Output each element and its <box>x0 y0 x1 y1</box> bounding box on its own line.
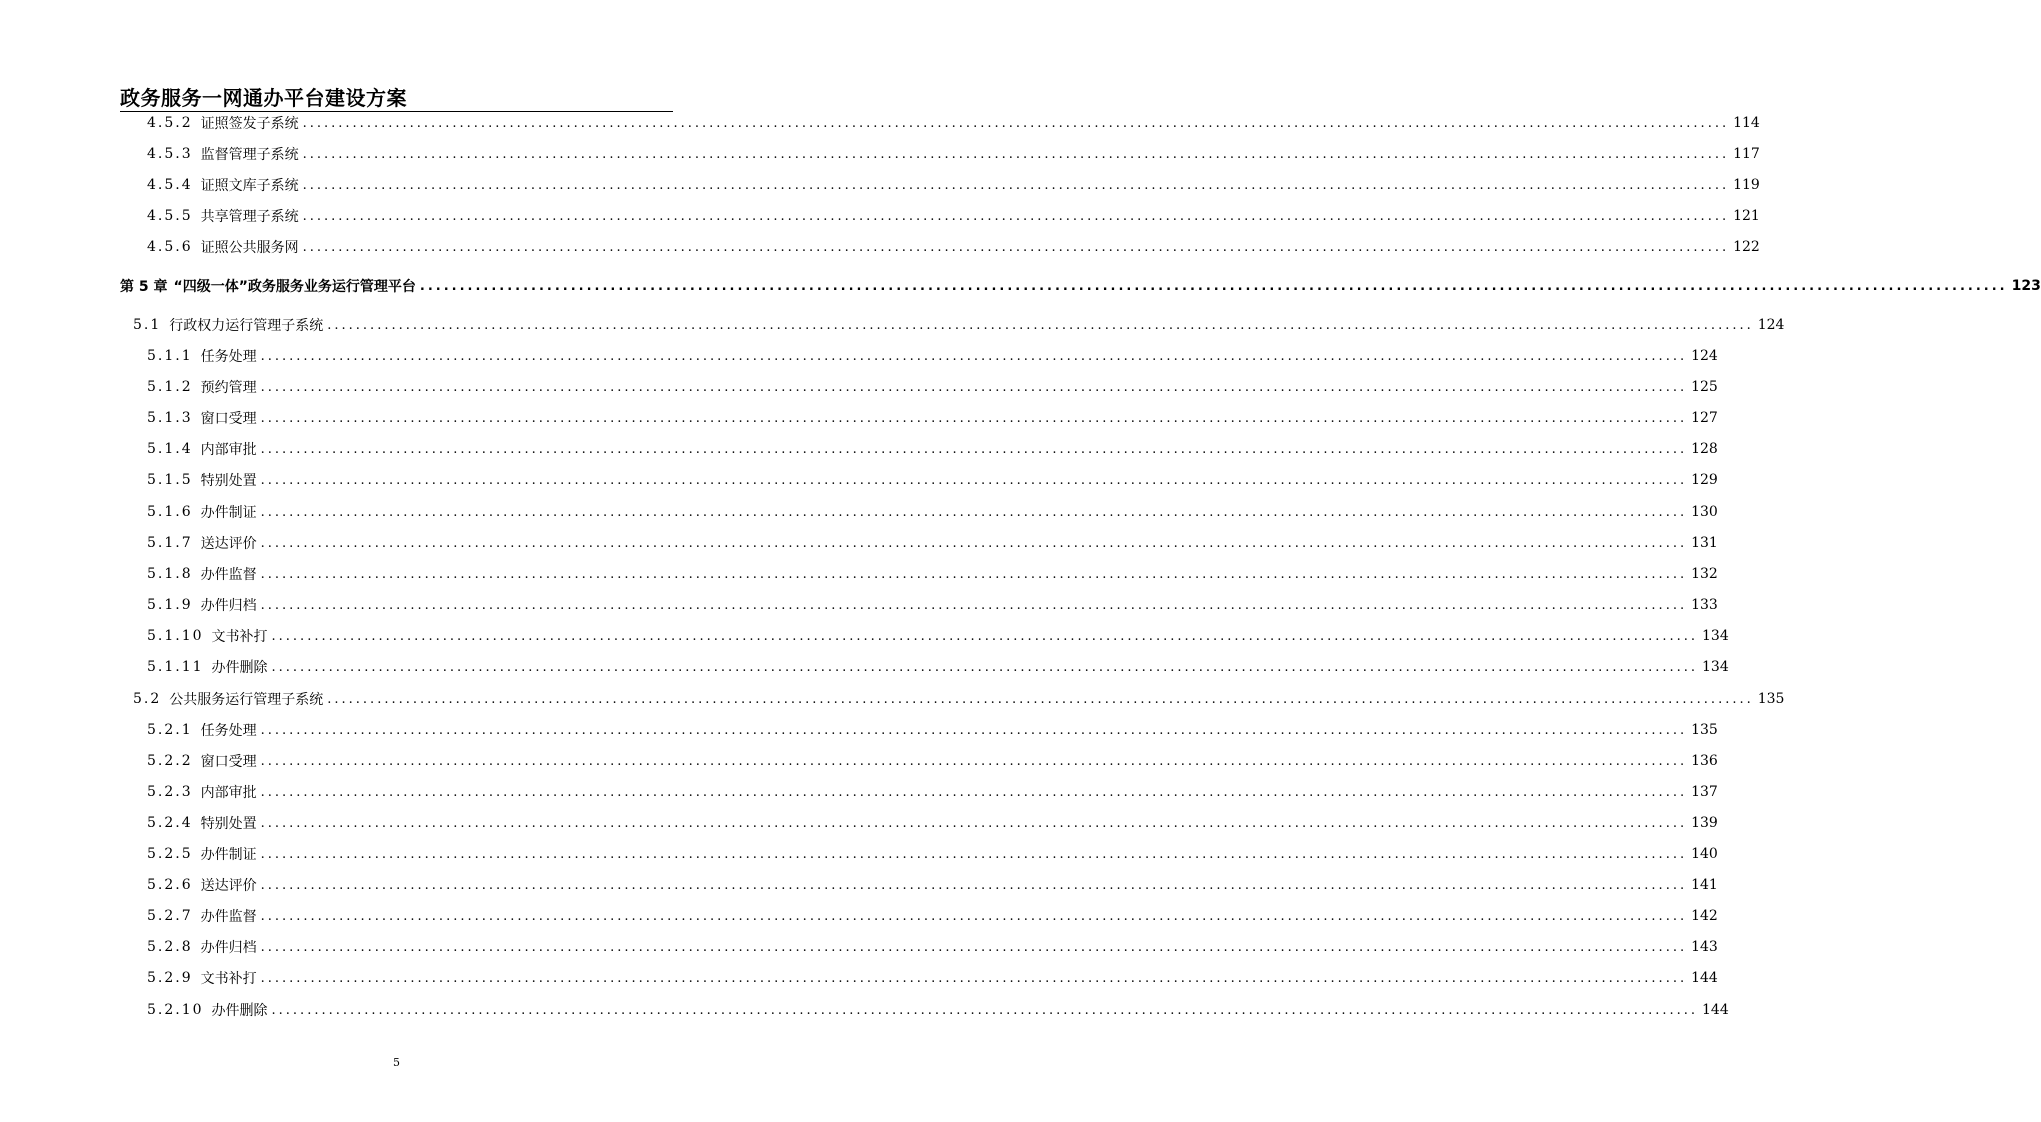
toc-entry-page: 136 <box>1691 753 1718 769</box>
toc-entry-title: 特别处置 <box>200 473 257 489</box>
toc-subsection-entry[interactable] <box>147 237 1760 257</box>
toc-dot-leader: ........................................................................................................................................................................................................ <box>302 177 1730 193</box>
toc-entry-page: 121 <box>1733 208 1760 224</box>
page-number: 5 <box>393 1056 400 1069</box>
toc-entry-number: 5.2 <box>133 691 162 707</box>
header-divider <box>120 111 673 112</box>
toc-entry-title: 办件删除 <box>211 660 268 676</box>
toc-entry-page: 134 <box>1702 659 1729 675</box>
toc-entry-number: 5.2.1 <box>147 722 193 738</box>
toc-dot-leader: ........................................................................................................................................................................................................ <box>260 846 1688 862</box>
toc-entry-page: 131 <box>1691 535 1718 551</box>
toc-dot-leader: ........................................................................................................................................................................................................ <box>327 317 1754 333</box>
toc-entry-number: 5.1.11 <box>147 659 204 675</box>
toc-entry-page: 142 <box>1691 908 1718 924</box>
toc-dot-leader: ........................................................................................................................................................................................................ <box>260 970 1688 986</box>
toc-entry-number: 5.2.6 <box>147 877 193 893</box>
toc-entry-page: 130 <box>1691 504 1718 520</box>
toc-subsection-entry[interactable] <box>147 657 1729 677</box>
toc-entry-title: 共享管理子系统 <box>200 209 299 225</box>
toc-entry-title: 内部审批 <box>200 442 257 458</box>
toc-entry-page: 129 <box>1691 472 1718 488</box>
toc-entry-page: 139 <box>1691 815 1718 831</box>
toc-entry-title: 监督管理子系统 <box>200 147 299 163</box>
toc-entry-title: “四级一体”政务服务业务运行管理平台 <box>173 279 416 295</box>
toc-entry-title: 预约管理 <box>200 380 257 396</box>
toc-entry-page: 124 <box>1757 317 1785 333</box>
toc-entry-number: 5.2.2 <box>147 753 193 769</box>
toc-entry-number: 5.2.10 <box>147 1002 204 1018</box>
toc-entry-number: 5.1.10 <box>147 628 204 644</box>
toc-entry-page: 132 <box>1691 566 1718 582</box>
toc-subsection-entry[interactable] <box>147 502 1718 522</box>
toc-entry-page: 144 <box>1702 1002 1729 1018</box>
toc-entry-title: 办件删除 <box>211 1003 268 1019</box>
toc-entry-page: 125 <box>1691 379 1718 395</box>
toc-dot-leader: ........................................................................................................................................................................................................ <box>302 208 1730 224</box>
toc-entry-title: 公共服务运行管理子系统 <box>169 692 324 708</box>
toc-dot-leader: ........................................................................................................................................................................................................ <box>260 348 1688 364</box>
toc-entry-number: 5.1.8 <box>147 566 193 582</box>
toc-entry-number: 5.2.9 <box>147 970 193 986</box>
toc-entry-page: 124 <box>1691 348 1718 364</box>
toc-subsection-entry[interactable] <box>147 377 1718 397</box>
toc-dot-leader: ........................................................................................................................................................................................................ <box>260 441 1688 457</box>
toc-entry-title: 窗口受理 <box>200 754 257 770</box>
toc-subsection-entry[interactable] <box>147 968 1718 988</box>
toc-subsection-entry[interactable] <box>147 844 1718 864</box>
toc-dot-leader: ........................................................................................................................................................................................................ <box>260 784 1688 800</box>
toc-dot-leader: ........................................................................................................................................................................................................ <box>302 146 1730 162</box>
toc-dot-leader: ........................................................................................................................................................................................................ <box>260 815 1688 831</box>
toc-subsection-entry[interactable] <box>147 782 1718 802</box>
toc-dot-leader: ........................................................................................................................................................................................................ <box>260 410 1688 426</box>
toc-entry-title: 送达评价 <box>200 878 257 894</box>
toc-dot-leader: ........................................................................................................................................................................................................ <box>271 1002 1698 1018</box>
toc-entry-page: 135 <box>1757 691 1785 707</box>
toc-section-entry[interactable] <box>133 315 1785 335</box>
toc-entry-title: 办件监督 <box>200 909 257 925</box>
toc-subsection-entry[interactable] <box>147 751 1718 771</box>
toc-entry-page: 137 <box>1691 784 1718 800</box>
toc-dot-leader: ........................................................................................................................................................................................................ <box>260 908 1688 924</box>
toc-entry-number: 4.5.5 <box>147 208 193 224</box>
toc-subsection-entry[interactable] <box>147 113 1760 133</box>
toc-entry-page: 127 <box>1691 410 1718 426</box>
toc-entry-number: 第 5 章 <box>120 279 168 295</box>
toc-dot-leader: ........................................................................................................................................................................................................ <box>302 115 1730 131</box>
toc-subsection-entry[interactable] <box>147 533 1718 553</box>
toc-entry-title: 办件制证 <box>200 505 257 521</box>
toc-subsection-entry[interactable] <box>147 439 1718 459</box>
toc-dot-leader: ........................................................................................................................................................................................................ <box>260 722 1688 738</box>
toc-subsection-entry[interactable] <box>147 906 1718 926</box>
toc-subsection-entry[interactable] <box>147 470 1718 490</box>
toc-subsection-entry[interactable] <box>147 144 1760 164</box>
toc-entry-number: 4.5.2 <box>147 115 193 131</box>
document-header-title: 政务服务一网通办平台建设方案 <box>120 86 407 110</box>
toc-dot-leader: ........................................................................................................................................................................................................ <box>302 239 1730 255</box>
toc-entry-title: 文书补打 <box>200 971 257 987</box>
toc-entry-number: 5.1.2 <box>147 379 193 395</box>
toc-dot-leader: ........................................................................................................................................................................................................ <box>260 877 1688 893</box>
toc-dot-leader: ........................................................................................................................................................................................................ <box>260 753 1688 769</box>
toc-entry-title: 任务处理 <box>200 349 257 365</box>
toc-subsection-entry[interactable] <box>147 346 1718 366</box>
toc-entry-number: 5.1.6 <box>147 504 193 520</box>
toc-dot-leader: ........................................................................................................................................................................................................ <box>260 379 1688 395</box>
toc-dot-leader: ........................................................................................................................................................................................................ <box>419 278 2008 294</box>
toc-subsection-entry[interactable] <box>147 175 1760 195</box>
toc-entry-number: 5.2.8 <box>147 939 193 955</box>
toc-subsection-entry[interactable] <box>147 937 1718 957</box>
toc-subsection-entry[interactable] <box>147 1000 1729 1020</box>
toc-dot-leader: ........................................................................................................................................................................................................ <box>271 659 1698 675</box>
toc-entry-number: 5.2.4 <box>147 815 193 831</box>
toc-entry-page: 143 <box>1691 939 1718 955</box>
toc-dot-leader: ........................................................................................................................................................................................................ <box>271 628 1698 644</box>
toc-entry-title: 窗口受理 <box>200 411 257 427</box>
toc-entry-page: 140 <box>1691 846 1718 862</box>
toc-entry-title: 办件归档 <box>200 940 257 956</box>
toc-entry-number: 5.1.3 <box>147 410 193 426</box>
toc-subsection-entry[interactable] <box>147 564 1718 584</box>
toc-entry-number: 5.1 <box>133 317 162 333</box>
toc-subsection-entry[interactable] <box>147 875 1718 895</box>
toc-entry-page: 122 <box>1733 239 1760 255</box>
toc-entry-page: 135 <box>1691 722 1718 738</box>
toc-entry-title: 送达评价 <box>200 536 257 552</box>
toc-dot-leader: ........................................................................................................................................................................................................ <box>260 566 1688 582</box>
toc-section-entry[interactable] <box>133 689 1785 709</box>
toc-entry-page: 123 <box>2011 278 2041 294</box>
toc-entry-number: 5.1.4 <box>147 441 193 457</box>
toc-entry-page: 144 <box>1691 970 1718 986</box>
toc-entry-page: 134 <box>1702 628 1729 644</box>
toc-entry-title: 办件归档 <box>200 598 257 614</box>
toc-subsection-entry[interactable] <box>147 813 1718 833</box>
toc-entry-title: 证照文库子系统 <box>200 178 299 194</box>
toc-dot-leader: ........................................................................................................................................................................................................ <box>260 472 1688 488</box>
toc-entry-number: 5.1.5 <box>147 472 193 488</box>
toc-dot-leader: ........................................................................................................................................................................................................ <box>260 597 1688 613</box>
toc-chapter-entry[interactable] <box>120 276 2041 296</box>
toc-dot-leader: ........................................................................................................................................................................................................ <box>327 691 1754 707</box>
toc-entry-number: 5.2.5 <box>147 846 193 862</box>
toc-entry-title: 证照公共服务网 <box>200 240 299 256</box>
toc-entry-number: 5.2.3 <box>147 784 193 800</box>
toc-subsection-entry[interactable] <box>147 626 1729 646</box>
toc-entry-number: 4.5.4 <box>147 177 193 193</box>
toc-entry-number: 5.1.9 <box>147 597 193 613</box>
toc-entry-title: 行政权力运行管理子系统 <box>169 318 324 334</box>
toc-subsection-entry[interactable] <box>147 720 1718 740</box>
toc-entry-title: 文书补打 <box>211 629 268 645</box>
toc-entry-title: 任务处理 <box>200 723 257 739</box>
toc-entry-title: 办件制证 <box>200 847 257 863</box>
toc-dot-leader: ........................................................................................................................................................................................................ <box>260 535 1688 551</box>
toc-entry-page: 117 <box>1733 146 1760 162</box>
toc-entry-title: 办件监督 <box>200 567 257 583</box>
toc-entry-page: 114 <box>1733 115 1760 131</box>
toc-entry-page: 119 <box>1733 177 1760 193</box>
toc-dot-leader: ........................................................................................................................................................................................................ <box>260 504 1688 520</box>
toc-entry-number: 5.1.1 <box>147 348 193 364</box>
toc-entry-page: 128 <box>1691 441 1718 457</box>
toc-entry-page: 141 <box>1691 877 1718 893</box>
toc-entry-number: 4.5.3 <box>147 146 193 162</box>
toc-entry-page: 133 <box>1691 597 1718 613</box>
toc-subsection-entry[interactable] <box>147 408 1718 428</box>
toc-entry-title: 证照签发子系统 <box>200 116 299 132</box>
toc-dot-leader: ........................................................................................................................................................................................................ <box>260 939 1688 955</box>
toc-entry-title: 内部审批 <box>200 785 257 801</box>
toc-subsection-entry[interactable] <box>147 206 1760 226</box>
toc-entry-number: 4.5.6 <box>147 239 193 255</box>
toc-entry-number: 5.2.7 <box>147 908 193 924</box>
toc-subsection-entry[interactable] <box>147 595 1718 615</box>
toc-entry-number: 5.1.7 <box>147 535 193 551</box>
toc-entry-title: 特别处置 <box>200 816 257 832</box>
